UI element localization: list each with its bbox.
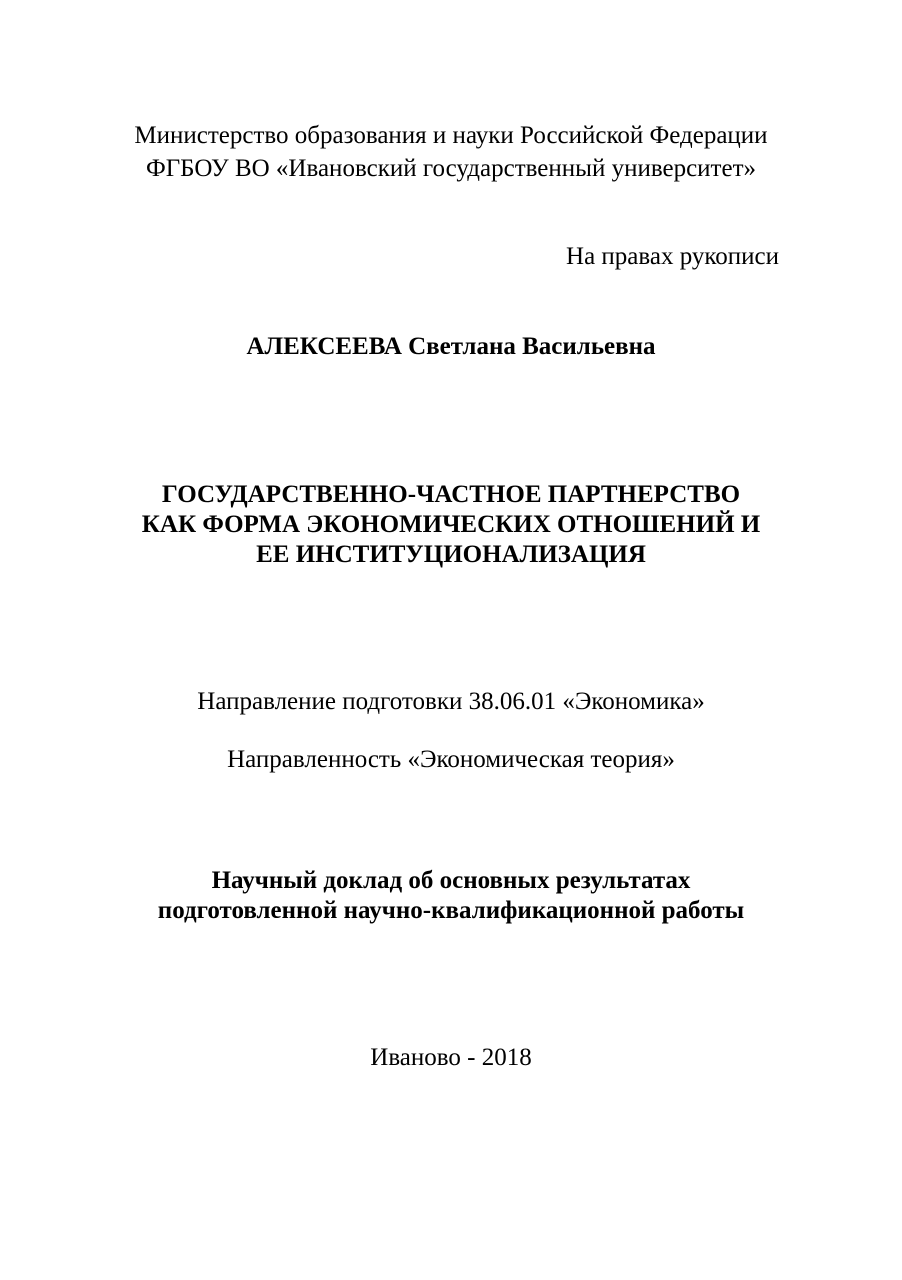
training-direction: Направление подготовки 38.06.01 «Экономика»: [197, 688, 705, 715]
report-type-line-2: подготовленной научно-квалификационной работы: [157, 897, 745, 924]
title-line-3: ЕЕ ИНСТИТУЦИОНАЛИЗАЦИЯ: [256, 541, 646, 568]
ministry-name: Министерство образования и науки Российской Федерации: [134, 122, 768, 149]
manuscript-note: На правах рукописи: [566, 243, 779, 270]
title-line-1: ГОСУДАРСТВЕННО-ЧАСТНОЕ ПАРТНЕРСТВО: [161, 481, 741, 508]
author-name: АЛЕКСЕЕВА Светлана Васильевна: [246, 333, 656, 360]
report-type-line-1: Научный доклад об основных результатах: [211, 867, 691, 894]
specialization: Направленность «Экономическая теория»: [227, 746, 675, 773]
university-name: ФГБОУ ВО «Ивановский государственный университет»: [145, 155, 757, 182]
title-line-2: КАК ФОРМА ЭКОНОМИЧЕСКИХ ОТНОШЕНИЙ И: [141, 511, 761, 538]
city-year: Иваново - 2018: [370, 1044, 532, 1071]
